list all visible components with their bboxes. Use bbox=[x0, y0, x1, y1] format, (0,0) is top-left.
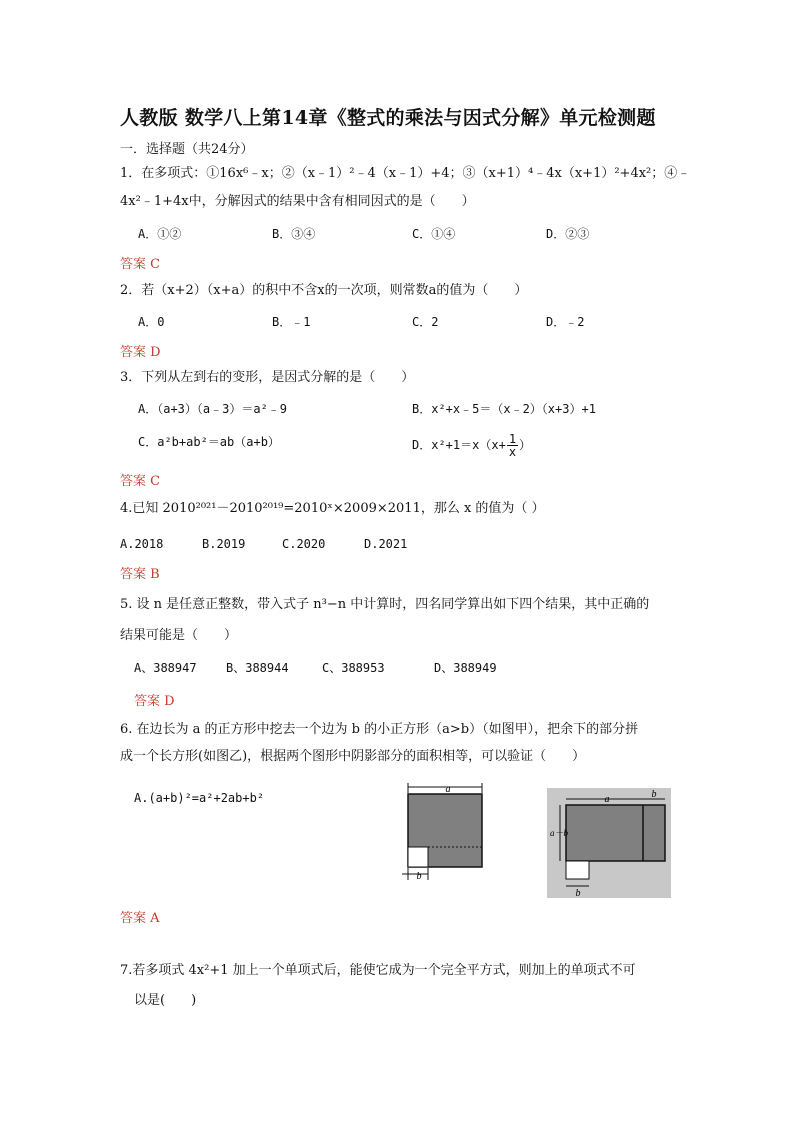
q6-option-a: A.(a+b)²=a²+2ab+b² bbox=[134, 791, 265, 805]
q2-option-d: D．﹣2 bbox=[546, 315, 585, 329]
q5-option-a: A、388947 bbox=[134, 661, 197, 675]
q1-option-a: A．①② bbox=[138, 227, 182, 241]
q6-text-line2: 成一个长方形(如图乙)，根据两个图形中阴影部分的面积相等，可以验证（ ） bbox=[120, 749, 586, 764]
figure-yi-label-b-top: b bbox=[651, 789, 657, 800]
q3-option-d-prefix: D．x²+1＝x（x+ bbox=[412, 438, 506, 452]
page-title: 人教版 数学八上第14章《整式的乘法与因式分解》单元检测题 bbox=[120, 107, 656, 129]
q5-option-c: C、388953 bbox=[322, 661, 385, 675]
figure-jia-removed-square bbox=[408, 847, 428, 867]
q5-option-d: D、388949 bbox=[434, 661, 497, 675]
q1-option-b: B．③④ bbox=[272, 227, 316, 241]
q4-option-a: A.2018 bbox=[120, 537, 164, 551]
q4-option-d: D.2021 bbox=[364, 537, 408, 551]
q1-answer: 答案 C bbox=[120, 257, 161, 272]
q3-text: 3．下列从左到右的变形，是因式分解的是（ ） bbox=[120, 370, 415, 385]
figure-jia-label-a: a bbox=[445, 784, 451, 795]
q5-option-b: B、388944 bbox=[226, 661, 289, 675]
q2-text: 2．若（x+2）（x+a）的积中不含x的一次项，则常数a的值为（ ） bbox=[120, 283, 528, 298]
q4-option-c: C.2020 bbox=[282, 537, 326, 551]
figure-yi-label-a: a bbox=[604, 794, 610, 805]
q3-option-b: B．x²+x﹣5＝（x﹣2）（x+3）+1 bbox=[412, 402, 596, 416]
figure-yi-label-amb: a－b bbox=[549, 828, 569, 838]
q2-option-a: A．0 bbox=[138, 315, 165, 329]
q4-answer: 答案 B bbox=[120, 567, 160, 582]
q3-option-c: C．a²b+ab²＝ab（a+b） bbox=[138, 435, 280, 449]
q7-text-line2: 以是( ) bbox=[134, 993, 197, 1008]
q5-text-line2: 结果可能是（ ） bbox=[120, 628, 238, 643]
figure-yi-label-b-bottom: b bbox=[575, 888, 581, 898]
q1-option-c: C．①④ bbox=[412, 227, 456, 241]
q3-fraction-numerator: 1 bbox=[508, 432, 517, 446]
q1-text-line2: 4x²﹣1+4x中，分解因式的结果中含有相同因式的是（ ） bbox=[120, 194, 475, 209]
q3-option-d bbox=[412, 433, 531, 458]
q5-answer: 答案 D bbox=[134, 694, 175, 709]
figure-yi-small-square bbox=[566, 861, 589, 879]
q2-answer: 答案 D bbox=[120, 345, 161, 360]
q6-text-line1: 6. 在边长为 a 的正方形中挖去一个边为 b 的小正方形（a>b）（如图甲），把余下的部分拼 bbox=[120, 722, 639, 737]
q3-option-d-suffix: ） bbox=[519, 438, 532, 452]
q4-option-b: B.2019 bbox=[202, 537, 246, 551]
q7-text-line1: 7.若多项式 4x²+1 加上一个单项式后，能使它成为一个完全平方式，则加上的单项式不可 bbox=[120, 963, 636, 978]
q3-fraction-denominator: x bbox=[508, 445, 517, 459]
q3-option-a: A．（a+3）（a﹣3）＝a²﹣9 bbox=[138, 402, 288, 416]
q2-option-c: C．2 bbox=[412, 315, 439, 329]
q2-option-b: B．﹣1 bbox=[272, 315, 311, 329]
q6-answer: 答案 A bbox=[120, 911, 160, 926]
q1-text-line1: 1．在多项式：①16x⁶﹣x；②（x﹣1）²﹣4（x﹣1）+4；③（x+1）⁴﹣4x（x+1）²+4x²；④﹣ bbox=[120, 166, 691, 181]
q3-answer: 答案 C bbox=[120, 474, 161, 489]
figure-jia-label-b: b bbox=[416, 871, 422, 882]
figure-jia-square-diagram bbox=[396, 781, 488, 883]
q1-option-d: D．②③ bbox=[546, 227, 590, 241]
figure-yi-rectangle-diagram bbox=[547, 788, 671, 898]
q4-text: 4.已知 2010²⁰²¹－2010²⁰¹⁹=2010ˣ×2009×2011，那么 x 的值为（ ） bbox=[120, 501, 545, 516]
q5-text-line1: 5. 设 n 是任意正整数，带入式子 n³−n 中计算时，四名同学算出如下四个结果，其中正确的 bbox=[120, 597, 650, 612]
section-heading: 一．选择题（共24分） bbox=[120, 142, 254, 157]
figure-yi-shaded-rectangle bbox=[566, 805, 665, 861]
q3-fraction bbox=[507, 433, 518, 458]
